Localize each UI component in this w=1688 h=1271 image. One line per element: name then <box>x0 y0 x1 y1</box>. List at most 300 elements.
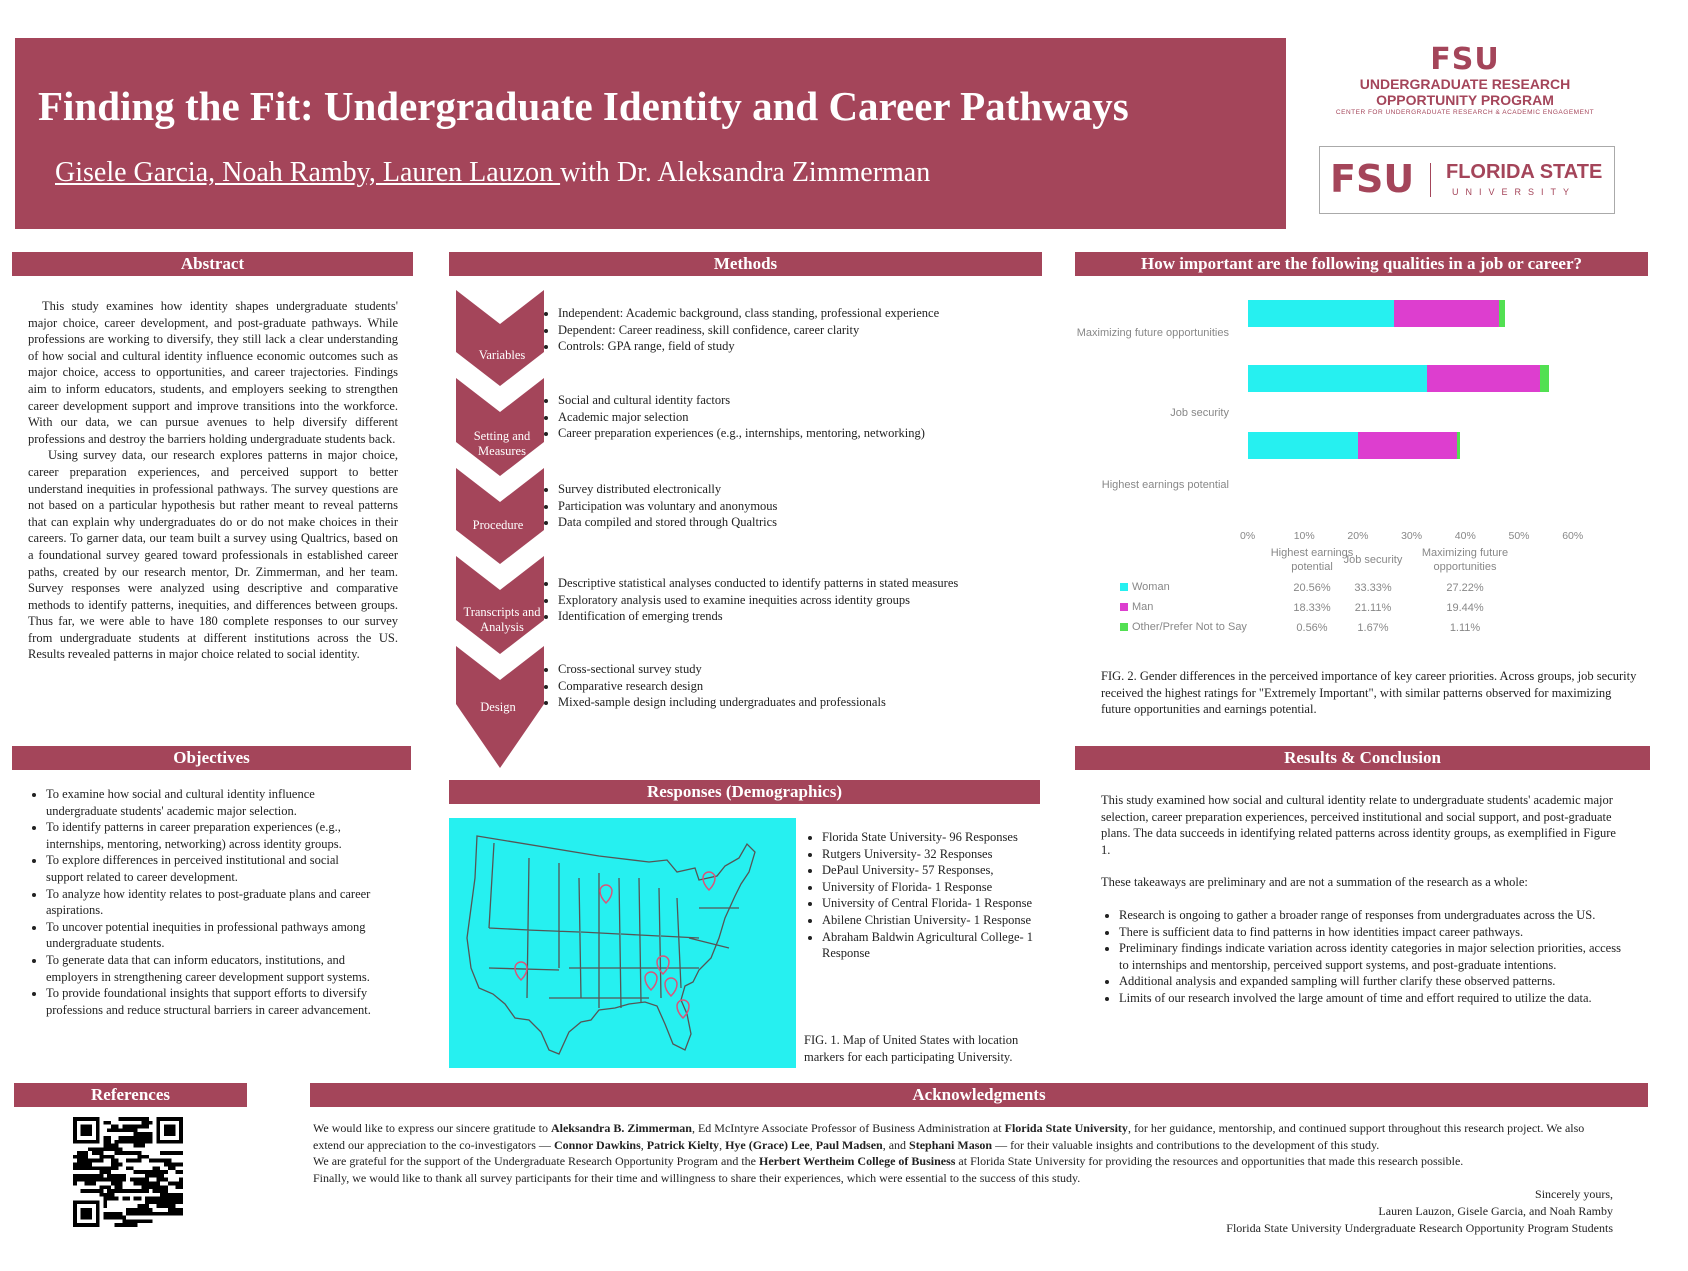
legend-swatch <box>1120 603 1128 611</box>
qr-module <box>153 1170 157 1174</box>
qr-module <box>164 1159 168 1163</box>
method-item: • Controls: GPA range, field of study <box>558 338 1008 355</box>
qr-module <box>137 1132 141 1136</box>
responses-list <box>804 829 1040 962</box>
acknowledgments-body <box>313 1120 1613 1236</box>
qr-module <box>119 1216 123 1220</box>
qr-module <box>164 1178 168 1182</box>
qr-module <box>103 1166 107 1170</box>
qr-module <box>172 1166 176 1170</box>
qr-module <box>77 1163 81 1167</box>
urop-line3: CENTER FOR UNDERGRADUATE RESEARCH & ACADEMIC ENGAGEMENT <box>1335 109 1595 116</box>
qr-module <box>111 1178 115 1182</box>
qr-module <box>137 1144 141 1148</box>
response-item: • University of Florida- 1 Response <box>822 879 1040 896</box>
qr-module <box>134 1136 138 1140</box>
qr-module <box>88 1178 92 1182</box>
qr-module <box>179 1178 183 1182</box>
qr-module <box>156 1185 160 1189</box>
qr-module <box>160 1200 164 1204</box>
us-map <box>449 818 796 1068</box>
ack-name: Hye (Grace) Lee <box>725 1137 810 1152</box>
qr-module <box>126 1159 130 1163</box>
objective-item: • To uncover potential inequities in professional pathways among undergraduate students. <box>46 919 378 952</box>
qr-module <box>175 1151 179 1155</box>
qr-module <box>103 1216 107 1220</box>
qr-module <box>149 1132 153 1136</box>
qr-module <box>103 1178 107 1182</box>
qr-module <box>137 1197 141 1201</box>
qr-module <box>175 1163 179 1167</box>
qr-module <box>92 1178 96 1182</box>
qr-module <box>115 1189 119 1193</box>
qr-module <box>111 1159 115 1163</box>
qr-module <box>111 1197 115 1201</box>
result-item: • Limits of our research involved the large amount of time and effort required to utilize the data. <box>1119 990 1621 1007</box>
qr-module <box>96 1117 100 1144</box>
qr-module <box>145 1178 149 1182</box>
fsu-logo <box>1319 146 1615 214</box>
qr-module <box>88 1147 92 1151</box>
qr-module <box>96 1151 100 1155</box>
qr-module <box>156 1117 183 1121</box>
qr-module <box>164 1163 168 1167</box>
qr-module <box>115 1166 119 1170</box>
qr-module <box>115 1174 119 1178</box>
qr-module <box>73 1140 100 1144</box>
poster-title: Finding the Fit: Undergraduate Identity and Career Pathways <box>38 83 1129 129</box>
qr-module <box>81 1163 85 1167</box>
fsu-logo-mark: FSU <box>1330 157 1415 201</box>
qr-module <box>134 1128 138 1132</box>
qr-module <box>156 1117 160 1144</box>
qr-module <box>149 1212 153 1216</box>
qr-module <box>168 1212 172 1216</box>
ack-text: We would like to express our sincere gratitude to <box>313 1121 551 1135</box>
qr-module <box>145 1189 149 1193</box>
qr-module <box>126 1219 130 1223</box>
qr-module <box>111 1147 115 1151</box>
qr-module <box>130 1140 134 1144</box>
qr-module <box>156 1140 183 1144</box>
ack-text: We are grateful for the support of the Undergraduate Research Opportunity Program and the <box>313 1154 759 1169</box>
qr-module <box>107 1212 111 1216</box>
qr-module <box>141 1125 145 1129</box>
qr-module <box>141 1212 145 1216</box>
ack-signer-org: Florida State University Undergraduate Research Opportunity Program Students <box>1226 1220 1613 1235</box>
qr-module <box>122 1219 126 1223</box>
qr-module <box>149 1208 153 1212</box>
qr-module <box>119 1140 123 1144</box>
qr-module <box>160 1193 164 1197</box>
qr-module <box>100 1155 104 1159</box>
table-cell: 1.11% <box>1449 622 1481 634</box>
qr-module <box>149 1185 153 1189</box>
qr-module <box>172 1151 176 1155</box>
qr-module <box>156 1212 160 1216</box>
qr-code[interactable] <box>73 1114 183 1230</box>
qr-module <box>175 1197 179 1201</box>
qr-module <box>134 1132 138 1136</box>
qr-module <box>115 1216 119 1220</box>
response-item: • Florida State University- 96 Responses <box>822 829 1040 846</box>
qr-module <box>73 1163 77 1167</box>
method-label-variables: Variables <box>478 348 526 362</box>
author-names: Gisele Garcia, Noah Ramby, Lauren Lauzon <box>55 157 561 188</box>
qr-module <box>141 1204 145 1208</box>
qr-module <box>96 1200 100 1227</box>
qr-module <box>122 1151 126 1155</box>
qr-module <box>130 1208 134 1212</box>
qr-module <box>119 1128 123 1132</box>
qr-module <box>96 1147 100 1151</box>
table-cell: 0.56% <box>1296 622 1328 634</box>
qr-module <box>141 1170 145 1174</box>
qr-module <box>145 1155 149 1159</box>
qr-module <box>107 1121 111 1125</box>
qr-module <box>149 1197 153 1201</box>
bar-segment <box>1394 300 1498 327</box>
qr-module <box>153 1189 157 1193</box>
qr-module <box>111 1189 115 1193</box>
qr-module <box>122 1125 126 1129</box>
objective-item: • To examine how social and cultural identity influence undergraduate students' academic major selection. <box>46 786 378 819</box>
x-tick-label: 0% <box>1240 530 1256 542</box>
qr-module <box>100 1147 104 1151</box>
qr-module <box>168 1197 172 1201</box>
qr-module <box>145 1204 149 1208</box>
x-tick-label: 60% <box>1562 530 1584 542</box>
qr-module <box>175 1170 179 1174</box>
ack-text: , <box>809 1137 816 1152</box>
qr-module <box>141 1219 145 1223</box>
method-item: • Cross-sectional survey study <box>558 661 1008 678</box>
qr-module <box>126 1189 130 1193</box>
method-list-design <box>548 661 1008 711</box>
qr-module <box>103 1155 107 1159</box>
qr-module <box>103 1200 107 1204</box>
qr-module <box>156 1181 160 1185</box>
ack-p2 <box>313 1153 1613 1170</box>
qr-module <box>141 1144 145 1148</box>
qr-module <box>137 1125 141 1129</box>
ack-signers: Lauren Lauzon, Gisele Garcia, and Noah Ramby <box>1378 1203 1613 1218</box>
method-label-transcripts: Transcripts and Analysis <box>463 605 541 634</box>
qr-module <box>156 1159 160 1163</box>
qr-module <box>160 1178 164 1182</box>
objective-item: • To provide foundational insights that support efforts to diversify professions and reduce structural barriers in career advancement. <box>46 985 378 1018</box>
qr-module <box>172 1200 176 1204</box>
ack-text: , <box>719 1137 726 1152</box>
qr-module <box>149 1170 153 1174</box>
qr-module <box>134 1159 138 1163</box>
qr-module <box>160 1170 164 1174</box>
qr-module <box>179 1181 183 1185</box>
qr-module <box>168 1193 172 1197</box>
qr-module <box>103 1197 107 1201</box>
qr-module <box>134 1151 138 1155</box>
qr-module <box>119 1117 123 1121</box>
title-banner <box>15 38 1286 229</box>
fsu-logo-sub: UNIVERSITY <box>1452 187 1577 197</box>
qr-module <box>175 1185 179 1189</box>
qr-module <box>73 1223 100 1227</box>
qr-module <box>111 1181 115 1185</box>
response-item: • Abilene Christian University- 1 Response <box>822 912 1040 929</box>
abstract-p2: Using survey data, our research explores patterns in major choice, career preparation experiences, and perceived support to better understand inequities in professional pathways. The survey questions are not based on a particular hypothesis but rather meant to reveal patterns that can explain why undergraduates do or do not make choices in their careers. To garner data, our team built a survey using Qualtrics, based on a foundational survey geared toward professionals in established career paths, created by our research mentor, Dr. Zimmerman, and her team. Survey responses were analyzed using descriptive and comparative methods to identify patterns, inequities, and differences between groups. Thus far, we were able to have 180 complete responses to our survey from undergraduate students at different institutions across the US. Results revealed patterns in major choice related to social identity. <box>28 448 398 662</box>
response-item: • DePaul University- 57 Responses, <box>822 862 1040 879</box>
abstract-p1: This study examines how identity shapes undergraduate students' major choice, career development, and post-graduate pathways. While professions are working to diversify, they still lack a clear understanding of how social and cultural identity influence economic outcomes such as major choice, access to opportunities, and career trajectories. Findings aim to inform educators, students, and employers seeking to strengthen career development support and improve transitions into the workforce. With our data, we can pursue avenues to help diversify different professions and destroy the barriers holding undergraduate students back. <box>28 299 398 446</box>
qr-module <box>100 1159 104 1163</box>
qr-module <box>137 1151 141 1155</box>
qr-module <box>111 1212 115 1216</box>
qr-module <box>153 1174 157 1178</box>
qr-module <box>164 1185 168 1189</box>
qr-module <box>115 1197 119 1201</box>
qr-module <box>175 1212 179 1216</box>
response-item: • Abraham Baldwin Agricultural College- 1 Response <box>822 929 1040 962</box>
qr-module <box>141 1208 145 1212</box>
qr-module <box>141 1136 145 1140</box>
responses-heading: Responses (Demographics) <box>449 780 1040 804</box>
bar-segment <box>1540 365 1549 392</box>
qr-module <box>168 1163 172 1167</box>
qr-module <box>156 1189 160 1193</box>
qr-module <box>134 1189 138 1193</box>
qr-module <box>115 1212 119 1216</box>
fig1-caption: FIG. 1. Map of United States with location markers for each participating University. <box>804 1033 1019 1064</box>
response-item: • University of Central Florida- 1 Response <box>822 895 1040 912</box>
qr-module <box>168 1204 172 1208</box>
qr-module <box>100 1185 104 1189</box>
qr-module <box>100 1193 104 1197</box>
urop-line1: UNDERGRADUATE RESEARCH <box>1359 76 1571 92</box>
qr-module <box>145 1121 149 1125</box>
chevron-procedure <box>456 468 544 564</box>
qr-module <box>145 1208 149 1212</box>
bar-segment <box>1248 300 1394 327</box>
results-p2: These takeaways are preliminary and are not a summation of the research as a whole: <box>1101 875 1528 890</box>
ack-name: Florida State University <box>1004 1121 1128 1135</box>
qr-module <box>96 1174 100 1178</box>
qr-module <box>107 1197 111 1201</box>
result-item: • Research is ongoing to gather a broader range of responses from undergraduates across the US. <box>1119 907 1621 924</box>
qr-module <box>137 1212 141 1216</box>
qr-module <box>115 1223 119 1227</box>
qr-module <box>115 1181 119 1185</box>
qr-module <box>84 1159 88 1163</box>
qr-module <box>103 1144 107 1148</box>
qr-module <box>137 1140 141 1144</box>
qr-module <box>130 1128 134 1132</box>
qr-module <box>179 1163 183 1167</box>
qr-module <box>107 1216 111 1220</box>
qr-module <box>115 1125 119 1129</box>
method-item: • Survey distributed electronically <box>558 481 1008 498</box>
qr-module <box>145 1197 149 1201</box>
table-cell: 33.33% <box>1354 582 1392 594</box>
legend-swatch <box>1120 623 1128 631</box>
qr-module <box>107 1128 111 1132</box>
qr-module <box>141 1185 145 1189</box>
ack-name: Connor Dawkins <box>553 1137 641 1152</box>
qr-module <box>100 1174 104 1178</box>
qr-module <box>130 1223 134 1227</box>
qr-module <box>88 1174 92 1178</box>
x-tick-label: 30% <box>1401 530 1423 542</box>
qr-module <box>81 1166 85 1170</box>
qr-module <box>168 1151 172 1155</box>
map-background <box>449 818 796 1068</box>
qr-module <box>179 1151 183 1155</box>
qr-module <box>141 1178 145 1182</box>
qr-module <box>126 1223 130 1227</box>
qr-module <box>130 1125 134 1129</box>
objectives-list <box>28 786 378 1018</box>
qr-module <box>73 1178 77 1182</box>
qr-module <box>130 1219 134 1223</box>
qr-module <box>96 1159 100 1163</box>
table-cell: 21.11% <box>1354 602 1392 614</box>
x-tick-label: 50% <box>1508 530 1530 542</box>
y-tick-label: Highest earnings potential <box>1101 479 1229 491</box>
qr-module <box>134 1178 138 1182</box>
qr-module <box>81 1125 92 1136</box>
qr-module <box>122 1140 126 1144</box>
qr-module <box>100 1170 104 1174</box>
x-tick-label: 40% <box>1454 530 1476 542</box>
qr-module <box>126 1208 130 1212</box>
y-tick-label: Maximizing future opportunities <box>1076 327 1229 339</box>
qr-module <box>77 1155 81 1159</box>
qr-module <box>149 1200 153 1204</box>
qr-module <box>119 1147 123 1151</box>
result-item: • There is sufficient data to find patterns in how identities impact career pathways. <box>1119 924 1621 941</box>
qr-module <box>73 1117 100 1121</box>
qr-module <box>103 1204 107 1208</box>
urop-logo <box>1320 44 1610 118</box>
qr-module <box>81 1178 85 1182</box>
qr-module <box>115 1159 119 1163</box>
method-label-design: Design <box>480 700 516 714</box>
qr-module <box>168 1208 172 1212</box>
qr-module <box>92 1159 96 1163</box>
qr-module <box>153 1185 157 1189</box>
qr-module <box>175 1208 179 1212</box>
qr-module <box>111 1166 115 1170</box>
qr-module <box>119 1223 123 1227</box>
qr-module <box>96 1189 100 1193</box>
qr-module <box>137 1159 141 1163</box>
qr-module <box>145 1117 149 1121</box>
qr-module <box>145 1200 149 1204</box>
qr-module <box>145 1174 149 1178</box>
qr-module <box>77 1174 81 1178</box>
qr-module <box>103 1136 107 1140</box>
qr-module <box>103 1193 107 1197</box>
qr-module <box>81 1159 85 1163</box>
ack-text: , and <box>882 1137 910 1152</box>
qr-module <box>115 1147 119 1151</box>
qr-module <box>88 1159 92 1163</box>
qr-module <box>145 1185 149 1189</box>
qr-module <box>126 1151 130 1155</box>
qr-module <box>172 1197 176 1201</box>
methods-heading: Methods <box>449 252 1042 276</box>
ack-text: , <box>640 1137 647 1152</box>
qr-module <box>107 1170 111 1174</box>
qr-module <box>84 1178 88 1182</box>
qr-module <box>160 1185 164 1189</box>
bar-segment <box>1358 432 1456 459</box>
qr-module <box>149 1136 153 1140</box>
qr-module <box>141 1140 145 1144</box>
qr-module <box>168 1181 172 1185</box>
qr-module <box>122 1128 126 1132</box>
qr-module <box>145 1125 149 1129</box>
qr-module <box>137 1219 141 1223</box>
qr-module <box>77 1166 81 1170</box>
qr-module <box>103 1147 107 1151</box>
qr-module <box>179 1170 183 1174</box>
method-list-variables <box>548 305 1008 355</box>
qr-module <box>137 1155 141 1159</box>
qr-module <box>111 1216 115 1220</box>
qr-module <box>122 1197 126 1201</box>
qr-module <box>81 1151 85 1155</box>
qr-module <box>107 1144 111 1148</box>
table-cell: 1.67% <box>1357 622 1389 634</box>
table-cell: 19.44% <box>1446 602 1484 614</box>
qr-module <box>115 1163 119 1167</box>
qr-module <box>134 1144 138 1148</box>
method-item: • Dependent: Career readiness, skill confidence, career clarity <box>558 322 1008 339</box>
qr-module <box>96 1178 100 1182</box>
qr-module <box>73 1155 77 1159</box>
qr-module <box>130 1117 134 1121</box>
qr-module <box>134 1208 138 1212</box>
results-heading: Results & Conclusion <box>1075 746 1650 770</box>
qr-module <box>153 1159 157 1163</box>
qr-module <box>115 1151 119 1155</box>
qr-module <box>156 1200 160 1204</box>
qr-module <box>81 1155 85 1159</box>
qr-module <box>164 1193 168 1197</box>
chevron-variables <box>456 290 544 386</box>
objective-item: • To identify patterns in career preparation experiences (e.g., internships, mentoring, networking) across identity groups. <box>46 819 378 852</box>
qr-module <box>111 1163 115 1167</box>
qr-module <box>141 1132 145 1136</box>
qr-module <box>100 1189 104 1193</box>
qr-module <box>119 1136 123 1140</box>
qr-module <box>130 1189 134 1193</box>
qr-module <box>149 1219 153 1223</box>
qr-module <box>153 1200 157 1204</box>
qr-module <box>119 1178 123 1182</box>
objective-item: • To explore differences in perceived institutional and social support related to career development. <box>46 852 378 885</box>
qr-module <box>164 1197 168 1201</box>
qr-module <box>164 1170 168 1174</box>
qr-module <box>164 1204 168 1208</box>
method-item: • Social and cultural identity factors <box>558 392 1008 409</box>
bar-segment <box>1248 432 1358 459</box>
bar-segment <box>1248 365 1427 392</box>
qr-module <box>119 1174 123 1178</box>
objective-item: • To generate data that can inform educators, institutions, and employers in strengthening career development support systems. <box>46 952 378 985</box>
qr-module <box>179 1208 183 1212</box>
qr-module <box>73 1166 77 1170</box>
qr-module <box>153 1166 157 1170</box>
